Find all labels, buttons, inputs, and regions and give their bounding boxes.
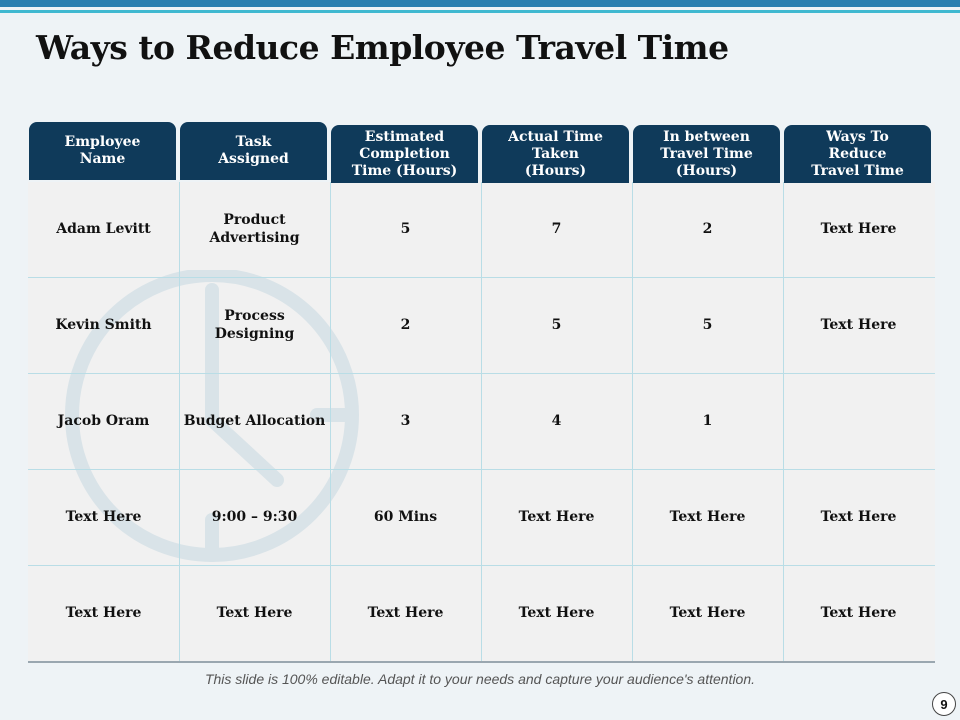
table-cell: 5 xyxy=(551,317,562,333)
column-header: Employee Name xyxy=(29,122,176,180)
table-cell: Product Advertising xyxy=(209,212,300,246)
table-cell: Text Here xyxy=(820,509,897,525)
travel-time-table xyxy=(28,120,935,665)
table-cell: Text Here xyxy=(820,317,897,333)
column-header: Task Assigned xyxy=(180,122,327,180)
column-header: Ways To Reduce Travel Time xyxy=(784,125,931,183)
table-cell: Text Here xyxy=(518,509,595,525)
table-cell xyxy=(783,374,934,468)
table-cell: 7 xyxy=(551,221,562,237)
table-cell: 5 xyxy=(400,221,411,237)
table-cell: Text Here xyxy=(820,605,897,621)
table-cell: 1 xyxy=(702,413,713,429)
table-cell: 60 Mins xyxy=(373,509,438,525)
table-bottom-border xyxy=(28,661,935,663)
table-cell: Text Here xyxy=(367,605,444,621)
table-cell: Text Here xyxy=(669,605,746,621)
footer-note: This slide is 100% editable. Adapt it to your needs and capture your audience's attention. xyxy=(204,671,756,687)
table-cell: Budget Allocation xyxy=(183,413,326,429)
column-header: In between Travel Time (Hours) xyxy=(633,125,780,183)
table-cell: Text Here xyxy=(65,509,142,525)
table-cell: 3 xyxy=(400,413,411,429)
table-cell: Text Here xyxy=(216,605,293,621)
table-cell: Text Here xyxy=(820,221,897,237)
table-cell: Jacob Oram xyxy=(57,413,150,429)
page-number: 9 xyxy=(932,692,956,716)
table-cell: Adam Levitt xyxy=(56,221,151,237)
column-header: Estimated Completion Time (Hours) xyxy=(331,125,478,183)
table-cell: 4 xyxy=(551,413,562,429)
table-cell: 9:00 – 9:30 xyxy=(211,509,298,525)
table-cell: Process Designing xyxy=(214,308,295,342)
table-cell: Text Here xyxy=(65,605,142,621)
table-cell: Kevin Smith xyxy=(55,317,152,333)
table-cell: 5 xyxy=(702,317,713,333)
table-cell: 2 xyxy=(702,221,713,237)
top-accent-stripe xyxy=(0,10,960,13)
column-header: Actual Time Taken (Hours) xyxy=(482,125,629,183)
top-accent-bar xyxy=(0,0,960,7)
slide-title: Ways to Reduce Employee Travel Time xyxy=(36,28,729,67)
table-cell: Text Here xyxy=(669,509,746,525)
table-cell: 2 xyxy=(400,317,411,333)
table-cell: Text Here xyxy=(518,605,595,621)
